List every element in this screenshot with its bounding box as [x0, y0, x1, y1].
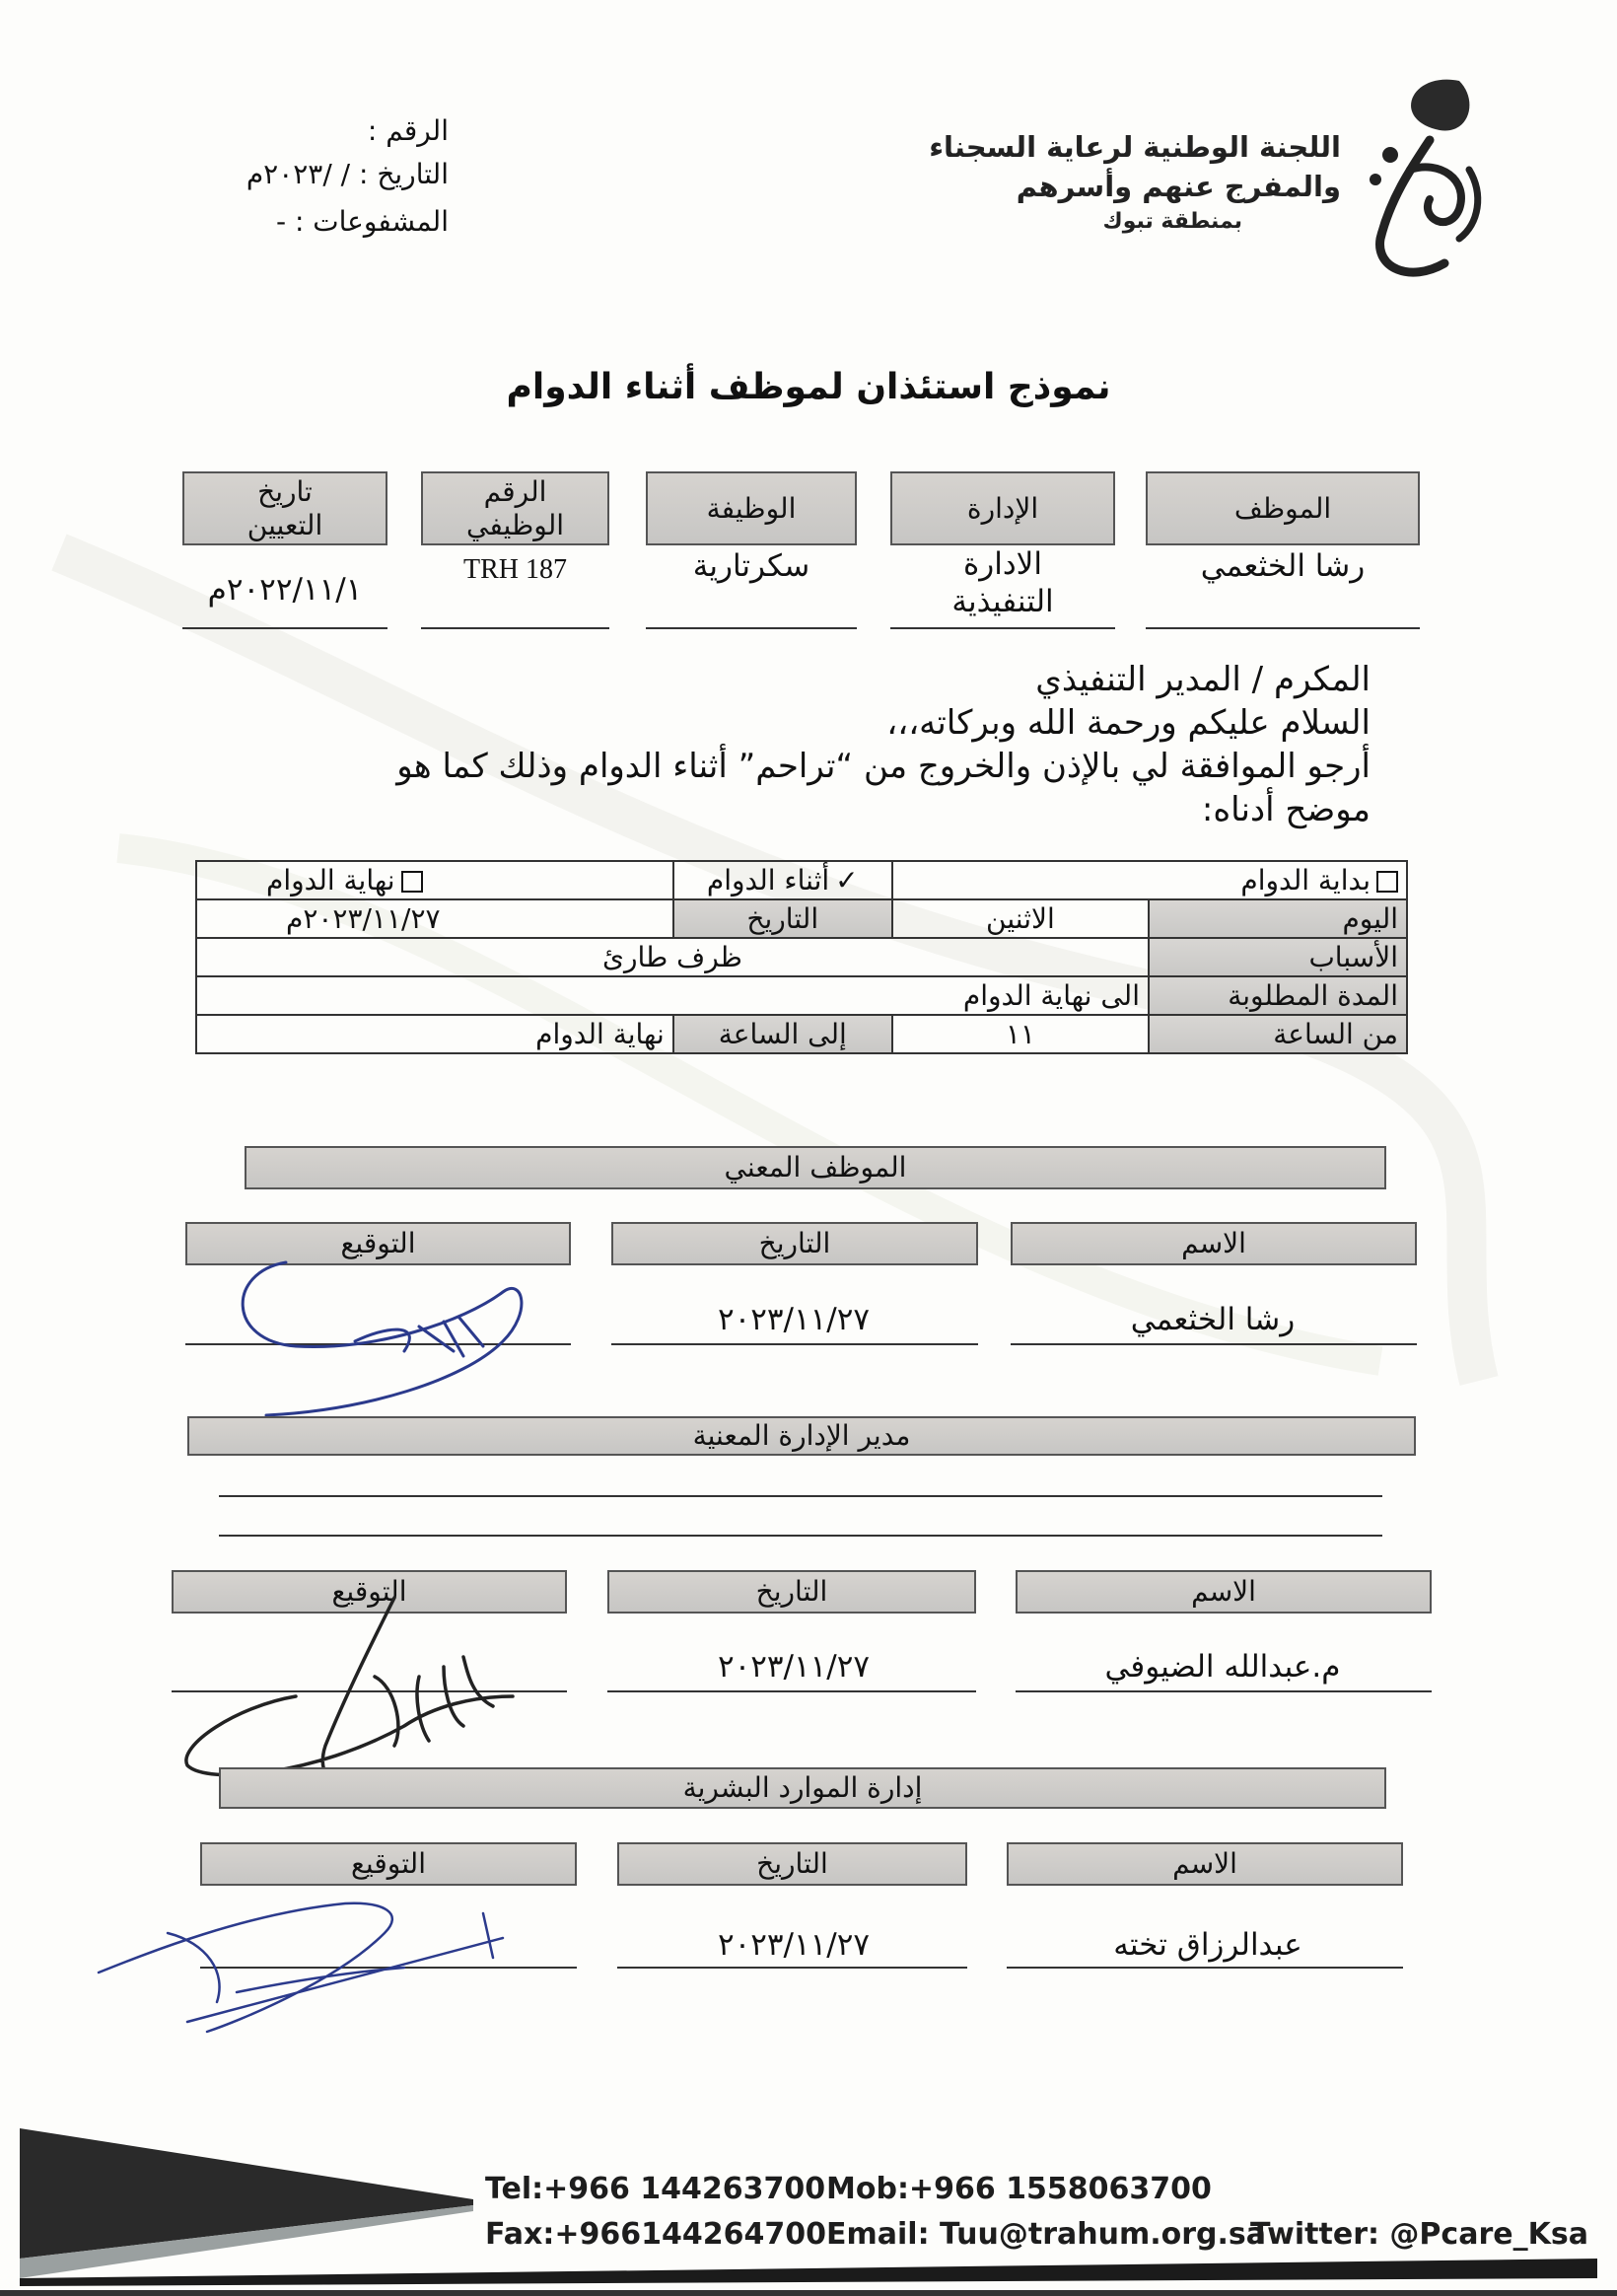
manager-section-name-value: م.عبدالله الضيوفي	[1104, 1649, 1341, 1685]
reference-number-label: الرقم :	[367, 114, 449, 147]
department-label-box	[890, 471, 1115, 545]
manager-note-line2	[219, 1535, 1382, 1537]
org-name-line2: والمفرج عنهم وأسرهم	[1016, 170, 1341, 203]
manager-date-label-box	[607, 1570, 976, 1614]
letter-request-line2: موضح أدناه:	[1201, 790, 1371, 829]
job-underline	[646, 627, 857, 629]
job-label: الوظيفة	[706, 491, 797, 525]
manager-section-name-label: الاسم	[1191, 1575, 1256, 1608]
time-options-row	[196, 861, 1407, 899]
hr-section-name-value: عبدالرزاق تخته	[1113, 1927, 1302, 1963]
employee-name-label-box	[1011, 1222, 1417, 1265]
department-label: الإدارة	[966, 491, 1039, 525]
hire-date-label-line1: تاريخ	[257, 474, 313, 508]
reasons-label: الأسباب	[1149, 938, 1407, 976]
form-title: نموذج استئذان لموظف أثناء الدوام	[506, 367, 1111, 407]
organization-logo	[1351, 61, 1509, 298]
employee-date-underline	[611, 1343, 978, 1345]
footer-telephone: Tel:+966 144263700	[485, 2172, 826, 2206]
manager-section-title: مدير الإدارة المعنية	[692, 1419, 911, 1452]
job-value: سكرتارية	[692, 548, 810, 584]
duration-value: الى نهاية الدوام	[196, 976, 1149, 1015]
job-label-box	[646, 471, 857, 545]
manager-date-underline	[607, 1690, 976, 1692]
permission-table	[195, 860, 1408, 1054]
employee-section-name-value: رشا الخثعمي	[1130, 1302, 1296, 1337]
employee-section-title: الموظف المعني	[724, 1151, 907, 1184]
hr-section-name-label: الاسم	[1172, 1847, 1237, 1880]
time-range-row	[196, 1015, 1407, 1053]
hire-date-label-box	[182, 471, 387, 545]
option-during-label: أثناء الدوام	[706, 864, 830, 897]
hr-name-underline	[1007, 1967, 1403, 1969]
option-end-cell[interactable]	[196, 861, 673, 899]
employee-name-value: رشا الخثعمي	[1200, 548, 1366, 584]
employee-section-date-label: التاريخ	[758, 1227, 831, 1259]
option-during-cell[interactable]	[673, 861, 892, 899]
start-checkbox[interactable]	[1376, 871, 1398, 893]
manager-section-signature-label: التوقيع	[331, 1575, 407, 1608]
employee-label-box	[1146, 471, 1420, 545]
department-value-line2: التنفيذية	[951, 584, 1054, 619]
hr-section-date-label: التاريخ	[756, 1847, 828, 1880]
end-checkbox[interactable]	[401, 871, 423, 893]
hr-section-title-box	[219, 1767, 1386, 1809]
day-value: الاثنين	[892, 899, 1149, 938]
footer-twitter[interactable]: Twitter: @Pcare_Ksa	[1250, 2217, 1588, 2252]
date-label: التاريخ	[673, 899, 892, 938]
day-date-row	[196, 899, 1407, 938]
employee-id-label-line1: الرقم	[483, 474, 547, 508]
during-checkmark-icon[interactable]: ✓	[835, 864, 859, 897]
day-label: اليوم	[1149, 899, 1407, 938]
employee-name-underline	[1011, 1343, 1417, 1345]
employee-id-value: TRH 187	[463, 554, 567, 585]
hire-date-underline	[182, 627, 387, 629]
manager-note-line1	[219, 1495, 1382, 1497]
hr-name-label-box	[1007, 1842, 1403, 1886]
manager-name-label-box	[1016, 1570, 1432, 1614]
duration-row	[196, 976, 1407, 1015]
org-region: بمنطقة تبوك	[1102, 209, 1242, 234]
from-time-label: من الساعة	[1149, 1015, 1407, 1053]
hr-date-underline	[617, 1967, 967, 1969]
employee-label: الموظف	[1233, 491, 1332, 525]
employee-section-title-box	[245, 1146, 1386, 1189]
manager-name-underline	[1016, 1690, 1432, 1692]
employee-section-name-label: الاسم	[1181, 1227, 1246, 1259]
footer-email[interactable]: Email: Tuu@trahum.org.sa	[826, 2217, 1267, 2252]
hire-date-value: ٢٠٢٢/١١/١م	[207, 572, 363, 608]
option-end-label: نهاية الدوام	[266, 864, 395, 897]
to-time-label: إلى الساعة	[673, 1015, 892, 1053]
reasons-row	[196, 938, 1407, 976]
org-name-line1: اللجنة الوطنية لرعاية السجناء	[929, 130, 1341, 164]
manager-section-date-value: ٢٠٢٣/١١/٢٧	[717, 1649, 871, 1685]
date-value: ٢٠٢٣/١١/٢٧م	[196, 899, 673, 938]
footer-fax: Fax:+966144264700	[485, 2217, 826, 2252]
hire-date-label-line2: التعيين	[246, 508, 323, 541]
hr-date-label-box	[617, 1842, 967, 1886]
employee-section-date-value: ٢٠٢٣/١١/٢٧	[717, 1302, 871, 1337]
hr-section-date-value: ٢٠٢٣/١١/٢٧	[717, 1927, 871, 1963]
manager-section-date-label: التاريخ	[755, 1575, 828, 1608]
employee-id-label-line2: الوظيفي	[466, 508, 565, 541]
employee-section-signature-label: التوقيع	[340, 1227, 416, 1259]
letter-request-line1: أرجو الموافقة لي بالإذن والخروج من “تراحم” أثناء الدوام وذلك كما هو	[396, 747, 1371, 786]
hr-section-signature-label: التوقيع	[351, 1847, 426, 1880]
employee-id-label-box	[421, 471, 609, 545]
employee-signature-image	[207, 1233, 621, 1430]
employee-id-underline	[421, 627, 609, 629]
option-start-cell[interactable]	[892, 861, 1407, 899]
manager-section-title-box	[187, 1416, 1416, 1456]
duration-label: المدة المطلوبة	[1149, 976, 1407, 1015]
attachments-label: المشفوعات : -	[275, 205, 449, 238]
letter-greeting: السلام عليكم ورحمة الله وبركاته،،،	[886, 703, 1371, 743]
from-time-value: ١١	[892, 1015, 1149, 1053]
department-underline	[890, 627, 1115, 629]
header-date-label: التاريخ : / /٢٠٢٣م	[246, 158, 449, 190]
letter-salutation: المكرم / المدير التنفيذي	[1035, 660, 1371, 699]
hr-section-title: إدارة الموارد البشرية	[682, 1771, 923, 1804]
option-start-label: بداية الدوام	[1240, 864, 1371, 897]
employee-underline	[1146, 627, 1420, 629]
department-value-line1: الادارة	[963, 546, 1042, 582]
reasons-value: ظرف طارئ	[196, 938, 1149, 976]
hr-signature-image	[89, 1874, 523, 2051]
footer-mobile: Mob:+966 1558063700	[826, 2172, 1212, 2206]
employee-date-label-box	[611, 1222, 978, 1265]
to-time-value: نهاية الدوام	[196, 1015, 673, 1053]
